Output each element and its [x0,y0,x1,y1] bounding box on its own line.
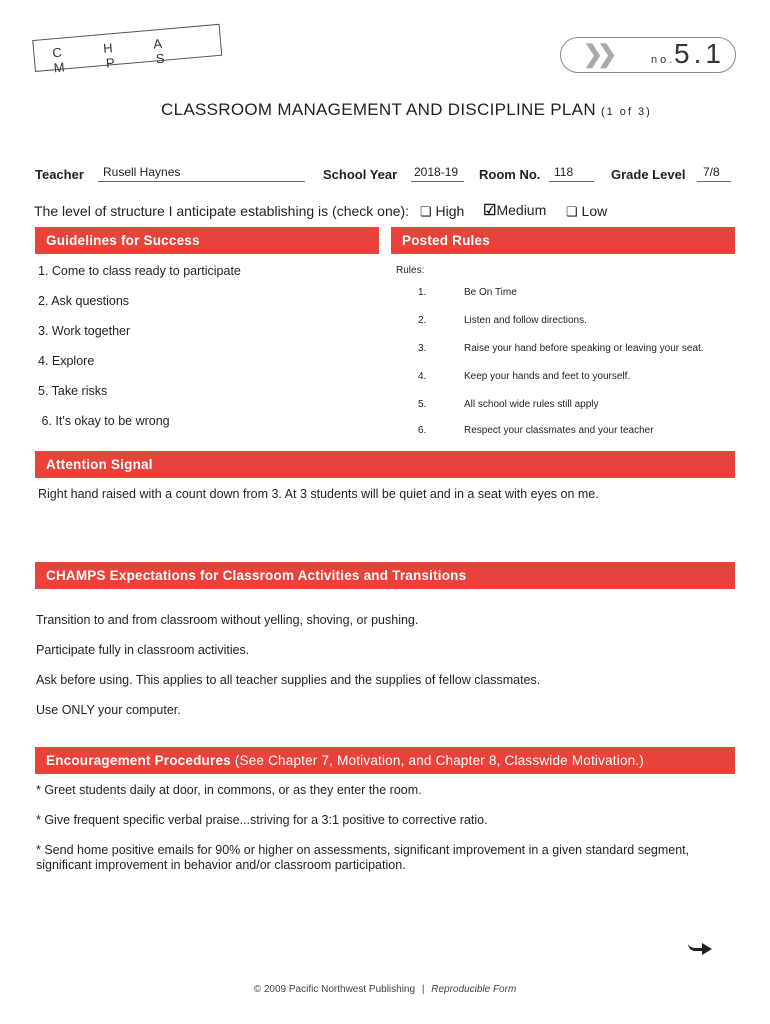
rule-text: Be On Time [464,287,517,298]
checkbox-empty-icon[interactable]: ❏ [420,204,432,219]
champs-logo [32,24,222,76]
rules-intro: Rules: [396,265,425,276]
expectation-line: Transition to and from classroom without yelling, shoving, or pushing. [36,613,419,627]
guideline-item: 6. It's okay to be wrong [38,414,170,428]
encouragement-line: * Give frequent specific verbal praise...striving for a 3:1 positive to corrective ratio. [36,813,488,827]
guideline-item: 1. Come to class ready to participate [38,264,241,278]
teacher-value: Rusell Haynes [103,165,181,179]
rule-number: 4. [418,371,427,382]
arrow-right-icon[interactable] [687,939,713,957]
structure-option-low-label: Low [581,203,608,219]
footer-copyright: © 2009 Pacific Northwest Publishing [253,984,416,995]
checkbox-checked-icon[interactable]: ☑ [483,202,497,219]
school-year-label: School Year [323,167,398,182]
page-title-sub: (1 of 3) [600,106,652,118]
rule-number: 3. [418,343,427,354]
guideline-item: 3. Work together [38,324,131,338]
guideline-item: 5. Take risks [38,384,108,398]
teacher-label: Teacher [35,167,84,182]
structure-option-medium[interactable] [483,201,546,219]
guideline-item: 2. Ask questions [38,294,130,308]
room-field[interactable] [549,165,594,182]
grade-level-value: 7/8 [703,165,720,179]
rule-number: 1. [418,287,427,298]
guideline-item: 4. Explore [38,354,95,368]
guidelines-heading: Guidelines for Success [35,227,379,254]
footer-form-type: Reproducible Form [431,984,517,995]
structure-prompt: The level of structure I anticipate establishing is (check one): [34,203,410,219]
page-title-main: CLASSROOM MANAGEMENT AND DISCIPLINE PLAN [161,100,596,119]
posted-rules-heading: Posted Rules [391,227,735,254]
school-year-field[interactable] [411,165,464,182]
room-label: Room No. [479,167,541,182]
structure-question [34,203,409,219]
expectation-line: Ask before using. This applies to all teacher supplies and the supplies of fellow classmates. [36,673,541,687]
rule-number: 6. [418,425,427,436]
grade-level-field[interactable] [697,165,731,182]
structure-option-high[interactable] [420,203,464,220]
rule-text: Respect your classmates and your teacher [464,425,654,436]
rule-number: 5. [418,399,427,410]
rule-text: Raise your hand before speaking or leaving your seat. [464,343,704,354]
footer-separator: | [421,984,425,995]
encouragement-line: significant improvement in behavior and/or classroom participation. [36,858,406,872]
attention-signal-text: Right hand raised with a count down from 3. At 3 students will be quiet and in a seat with eyes on me. [38,487,599,501]
rule-text: All school wide rules still apply [464,399,599,410]
encouragement-heading [35,747,735,774]
encouragement-line: * Greet students daily at door, in commons, or as they enter the room. [36,783,422,797]
form-number-label: no. [651,54,676,66]
rule-number: 2. [418,315,427,326]
double-chevron-right-icon: ❯❯ [583,41,612,68]
rule-text: Listen and follow directions. [464,315,587,326]
champs-expectations-heading: CHAMPS Expectations for Classroom Activities and Transitions [35,562,735,589]
checkbox-empty-icon[interactable]: ❏ [566,204,578,219]
footer [0,984,770,995]
form-number-badge [560,37,736,73]
encouragement-line: * Send home positive emails for 90% or higher on assessments, significant improvement in a given standard segment, [36,843,690,857]
expectation-line: Use ONLY your computer. [36,703,181,717]
grade-level-label: Grade Level [611,167,686,182]
page-title [161,100,652,120]
form-number: 5.1 [674,38,725,69]
champs-logo-letters: C H A M P S [51,34,185,76]
structure-option-low[interactable] [566,203,607,220]
encouragement-heading-note: (See Chapter 7, Motivation, and Chapter 8, Classwide Motivation.) [234,753,645,768]
teacher-field[interactable] [98,165,305,182]
room-value: 118 [554,165,574,179]
attention-signal-heading: Attention Signal [35,451,735,478]
structure-option-high-label: High [435,203,465,219]
structure-option-medium-label: Medium [496,202,547,218]
expectation-line: Participate fully in classroom activities. [36,643,250,657]
encouragement-heading-title: Encouragement Procedures [46,753,231,768]
rule-text: Keep your hands and feet to yourself. [464,371,631,382]
school-year-value: 2018-19 [414,165,459,179]
